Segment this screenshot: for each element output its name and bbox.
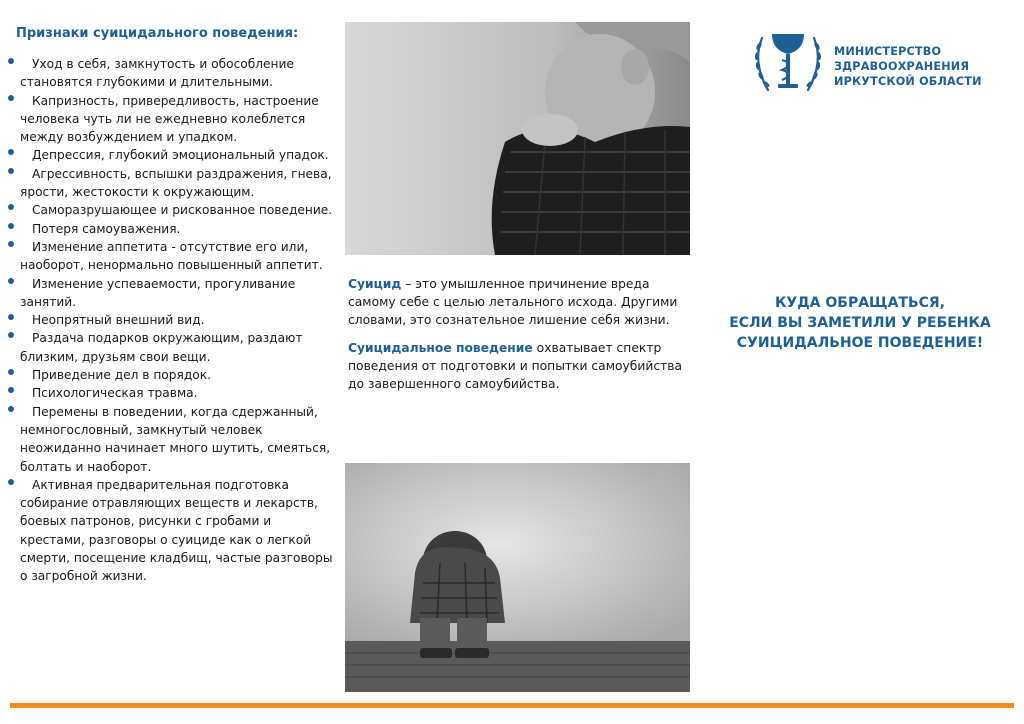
bottom-accent-bar: [10, 703, 1014, 708]
ministry-name: [834, 44, 982, 89]
list-item: [8, 92, 336, 147]
bullet-icon: [8, 278, 14, 284]
ministry-name-line1: МИНИСТЕРСТВО: [834, 45, 942, 58]
list-item: [8, 476, 336, 586]
list-item-text: Перемены в поведении, когда сдержанный, немногословный, замкнутый человек неожиданно начинает много шутить, смеяться, болтать и наоборот.: [20, 404, 331, 474]
signs-section: [8, 26, 336, 586]
behavior-definition: [348, 339, 696, 394]
photo-sitting-child: [345, 463, 690, 692]
list-item-text: Активная предварительная подготовка собирание отравляющих веществ и лекарств, боевых патронов, рисунки с гробами и крестами, разговоры о суициде как о легкой смерти, посещение кладбищ, частые разговоры о загробной жизни.: [20, 477, 333, 584]
list-item-text: Неопрятный внешний вид.: [32, 313, 205, 328]
list-item: [8, 165, 336, 202]
bullet-icon: [8, 369, 14, 375]
suicide-definition: [348, 275, 696, 330]
behavior-term: Суицидальное поведение: [348, 340, 533, 355]
bullet-icon: [8, 95, 14, 101]
suicide-text: – это умышленное причинение вреда самому себе с целью летального исхода. Другими словами, это сознательное лишение себя жизни.: [348, 277, 678, 328]
list-item: [8, 201, 336, 219]
bullet-icon: [8, 314, 14, 320]
help-heading-line3: СУИЦИДАЛЬНОЕ ПОВЕДЕНИЕ!: [736, 335, 984, 351]
list-item: [8, 366, 336, 384]
list-item: [8, 311, 336, 329]
bullet-icon: [8, 406, 14, 412]
signs-list: [8, 55, 336, 586]
list-item-text: Капризность, привередливость, настроение человека чуть ли не ежедневно колеблется между возбуждением и упадком.: [20, 93, 319, 145]
list-item-text: Изменение успеваемости, прогуливание занятий.: [20, 276, 296, 309]
list-item-text: Уход в себя, замкнутость и обособление становятся глубокими и длительными.: [20, 57, 294, 90]
behavior-text: охватывает спектр поведения от подготовки и попытки самоубийства до завершенного самоубийства.: [348, 340, 683, 392]
list-item: [8, 384, 336, 402]
list-item: [8, 220, 336, 238]
sitting-child-image: [345, 463, 690, 692]
list-item: [8, 329, 336, 366]
bullet-icon: [8, 223, 14, 229]
suicide-term: Суицид: [348, 277, 402, 291]
list-item-text: Психологическая травма.: [32, 386, 198, 401]
list-item-text: Саморазрушающее и рискованное поведение.: [32, 203, 333, 218]
bullet-icon: [8, 241, 14, 247]
bullet-icon: [8, 149, 14, 155]
list-item: [8, 146, 336, 164]
list-item: [8, 55, 336, 92]
bullet-icon: [8, 332, 14, 338]
ministry-name-line2: ЗДРАВООХРАНЕНИЯ: [834, 60, 970, 73]
bullet-icon: [8, 58, 14, 64]
list-item-text: Агрессивность, вспышки раздражения, гнева, ярости, жестокости к окружающим.: [20, 166, 332, 200]
bullet-icon: [8, 387, 14, 393]
crying-boy-image: [345, 22, 690, 255]
photo-crying-boy: [345, 22, 690, 255]
list-item: [8, 275, 336, 312]
bullet-icon: [8, 168, 14, 174]
list-item-text: Приведение дел в порядок.: [32, 368, 211, 383]
ministry-name-line3: ИРКУТСКОЙ ОБЛАСТИ: [834, 75, 982, 88]
bullet-icon: [8, 479, 14, 485]
list-item-text: Изменение аппетита - отсутствие его или, наоборот, ненормально повышенный аппетит.: [20, 239, 323, 273]
list-item: [8, 238, 336, 275]
help-heading-line2: ЕСЛИ ВЫ ЗАМЕТИЛИ У РЕБЕНКА: [729, 315, 991, 331]
help-heading-line1: КУДА ОБРАЩАТЬСЯ,: [774, 295, 946, 311]
help-heading: [712, 293, 1008, 353]
signs-title: Признаки суицидального поведения:: [16, 26, 299, 41]
list-item: [8, 403, 336, 476]
bullet-icon: [8, 204, 14, 210]
list-item-text: Потеря самоуважения.: [32, 221, 181, 236]
ministry-logo: [748, 24, 1008, 104]
list-item-text: Депрессия, глубокий эмоциональный упадок.: [32, 148, 329, 163]
definitions: [348, 275, 696, 402]
list-item-text: Раздача подарков окружающим, раздают близким, друзьям свои вещи.: [20, 331, 303, 364]
bowl-of-hygieia-laurel-icon: [748, 24, 828, 100]
